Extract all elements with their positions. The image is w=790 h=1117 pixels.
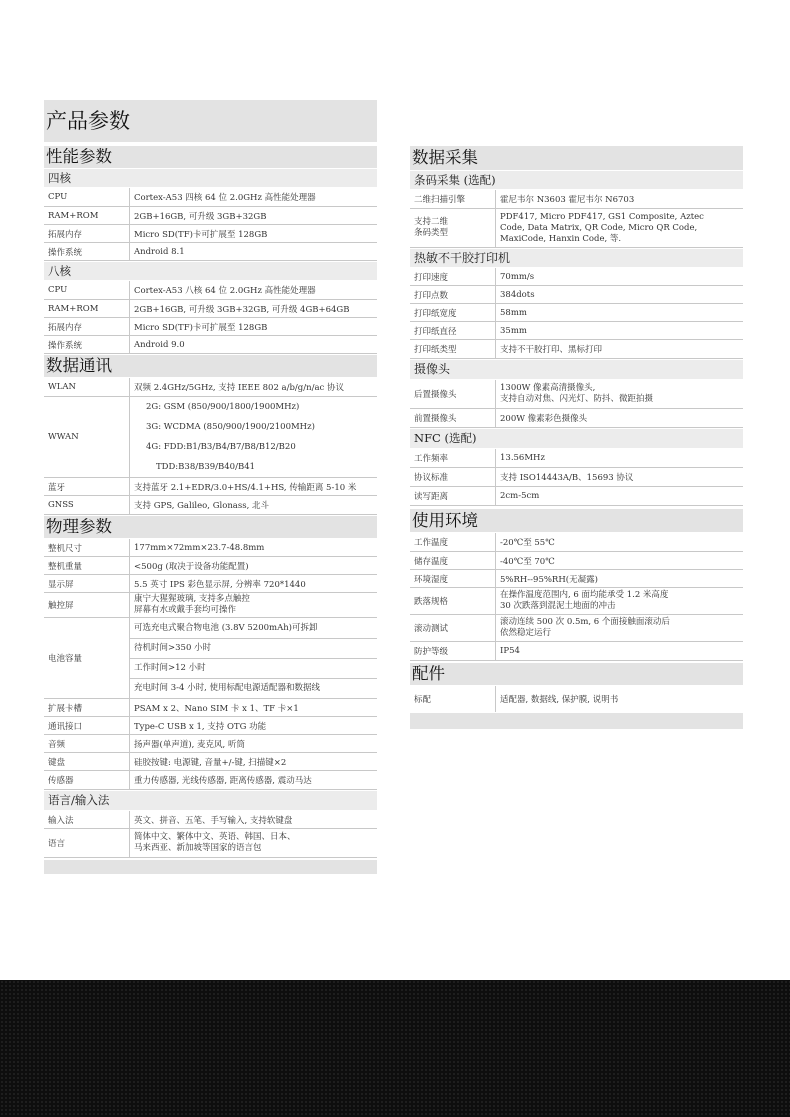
spec-value: 2GB+16GB, 可升级 3GB+32GB, 可升级 4GB+64GB	[134, 304, 350, 315]
spec-value: 英文、拼音、五笔、手写输入, 支持软键盘	[134, 815, 293, 826]
spec-row-quad-os	[44, 243, 377, 261]
spec-row-nfc-protocol	[410, 468, 743, 487]
value-line: 1300W 像素高清摄像头,	[500, 383, 596, 393]
spec-row-quad-cpu	[44, 188, 377, 207]
spec-row-keyboard	[44, 753, 377, 771]
spec-key: 打印点数	[410, 286, 496, 303]
spec-key: 输入法	[44, 811, 130, 828]
spec-key: RAM+ROM	[44, 207, 130, 224]
spec-value	[130, 593, 377, 617]
spec-key: 储存温度	[410, 552, 496, 569]
spec-row-octa-os	[44, 336, 377, 354]
left-column	[44, 146, 377, 874]
spec-row-interface	[44, 717, 377, 735]
spec-key: 打印纸宽度	[410, 304, 496, 321]
spec-row-rear-camera	[410, 380, 743, 409]
spec-key: CPU	[44, 281, 130, 299]
spec-row-weight	[44, 557, 377, 575]
spec-row-sensors	[44, 771, 377, 790]
spec-value: <500g (取决于设备功能配置)	[134, 561, 249, 572]
bottom-decorative-band	[0, 980, 790, 1117]
spec-row-slots	[44, 699, 377, 717]
subsection-quad-core: 四核	[44, 169, 377, 187]
spec-row-size	[44, 539, 377, 557]
spec-value: 支持 ISO14443A/B、15693 协议	[500, 473, 634, 483]
right-footer-bar	[410, 713, 743, 729]
spec-value	[496, 380, 743, 408]
spec-key: 整机尺寸	[44, 539, 130, 556]
spec-key: 拓展内存	[44, 318, 130, 335]
spec-value: 13.56MHz	[500, 453, 545, 463]
spec-key: RAM+ROM	[44, 300, 130, 317]
spec-key: 滚动测试	[410, 615, 496, 641]
spec-row-drop	[410, 588, 743, 615]
spec-value	[496, 209, 743, 247]
spec-value: 384dots	[500, 289, 535, 300]
spec-key: 工作频率	[410, 449, 496, 467]
spec-key: WLAN	[44, 378, 130, 396]
spec-row-paper-width	[410, 304, 743, 322]
spec-key: 蓝牙	[44, 478, 130, 495]
spec-row-bluetooth	[44, 478, 377, 496]
spec-key: 传感器	[44, 771, 130, 789]
spec-key: 音频	[44, 735, 130, 752]
spec-key: 打印纸类型	[410, 340, 496, 358]
spec-row-input-method	[44, 811, 377, 829]
section-environment: 使用环境	[410, 509, 743, 532]
subsection-camera: 摄像头	[410, 360, 743, 379]
subsection-thermal-printer: 热敏不干胶打印机	[410, 249, 743, 267]
value-line: 康宁大猩猩玻璃, 支持多点触控	[134, 594, 250, 604]
spec-row-wwan	[44, 397, 377, 478]
spec-value: Android 9.0	[134, 339, 185, 350]
spec-key: 二维扫描引擎	[410, 190, 496, 208]
spec-row-barcode-types	[410, 209, 743, 248]
wwan-4g-fdd: 4G: FDD:B1/B3/B4/B7/B8/B12/B20	[146, 441, 296, 452]
spec-key: 协议标准	[410, 468, 496, 486]
page-title: 产品参数	[44, 100, 377, 142]
spec-row-octa-ram	[44, 300, 377, 318]
spec-value: IP54	[500, 646, 520, 656]
spec-value: 200W 像素彩色摄像头	[500, 414, 588, 424]
spec-row-nfc-frequency	[410, 449, 743, 468]
spec-row-front-camera	[410, 409, 743, 428]
spec-row-print-speed	[410, 268, 743, 286]
spec-key: 触控屏	[44, 593, 130, 617]
spec-key: 语言	[44, 829, 130, 857]
spec-key: 前置摄像头	[410, 409, 496, 427]
spec-row-tumble	[410, 615, 743, 642]
spec-row-storage-temp	[410, 552, 743, 570]
spec-row-octa-cpu	[44, 281, 377, 300]
spec-row-battery	[44, 618, 377, 699]
value-line: Code, Data Matrix, QR Code, Micro QR Code,	[500, 222, 698, 233]
spec-value: -40℃至 70℃	[500, 556, 555, 567]
spec-value: 177mm×72mm×23.7-48.8mm	[134, 542, 265, 553]
section-data-capture: 数据采集	[410, 146, 743, 170]
value-line: 30 次跌落到混泥土地面的冲击	[500, 601, 616, 611]
spec-key: CPU	[44, 188, 130, 206]
spec-row-language	[44, 829, 377, 858]
spec-value	[130, 397, 377, 477]
spec-row-humidity	[410, 570, 743, 588]
left-footer-bar	[44, 860, 377, 874]
value-line: 在操作温度范围内, 6 面均能承受 1.2 米高度	[500, 590, 669, 600]
spec-key: 后置摄像头	[410, 380, 496, 408]
battery-line: 可选充电式聚合物电池 (3.8V 5200mAh)可拆卸	[134, 622, 318, 633]
spec-value	[130, 829, 377, 857]
spec-value: Micro SD(TF)卡可扩展至 128GB	[134, 229, 268, 240]
spec-key: 电池容量	[44, 618, 130, 698]
key-line: 支持二维	[414, 217, 449, 227]
spec-row-touchscreen	[44, 593, 377, 618]
subsection-nfc: NFC (选配)	[410, 429, 743, 448]
value-line: 滚动连续 500 次 0.5m, 6 个面接触面滚动后	[500, 617, 670, 627]
spec-value: 扬声器(单声道), 麦克风, 听筒	[134, 739, 245, 750]
spec-row-wlan	[44, 378, 377, 397]
spec-value: 5%RH--95%RH(无凝露)	[500, 574, 598, 585]
spec-value: 2cm-5cm	[500, 491, 540, 501]
spec-value: 2GB+16GB, 可升级 3GB+32GB	[134, 211, 267, 222]
spec-key: 防护等级	[410, 642, 496, 660]
spec-value: 适配器, 数据线, 保护膜, 说明书	[500, 695, 619, 705]
spec-key: 通讯接口	[44, 717, 130, 734]
battery-line: 工作时间>12 小时	[130, 658, 377, 678]
spec-key: 操作系统	[44, 336, 130, 353]
spec-value: 支持 GPS, Galileo, Glonass, 北斗	[134, 501, 269, 511]
subsection-language-input: 语言/输入法	[44, 791, 377, 810]
spec-key: GNSS	[44, 496, 130, 514]
value-line: MaxiCode, Hanxin Code, 等.	[500, 233, 622, 244]
spec-value: Android 8.1	[134, 246, 185, 257]
spec-key: 环境湿度	[410, 570, 496, 587]
spec-row-scan-engine	[410, 190, 743, 209]
spec-key: 整机重量	[44, 557, 130, 574]
subsection-octa-core: 八核	[44, 262, 377, 280]
spec-key: 工作温度	[410, 533, 496, 551]
spec-row-gnss	[44, 496, 377, 515]
spec-key: 操作系统	[44, 243, 130, 260]
spec-value: 双频 2.4GHz/5GHz, 支持 IEEE 802 a/b/g/n/ac 协议	[134, 383, 344, 393]
value-line: PDF417, Micro PDF417, GS1 Composite, Aztec	[500, 211, 704, 222]
section-accessories: 配件	[410, 663, 743, 685]
section-data-communication: 数据通讯	[44, 355, 377, 377]
spec-value: Cortex-A53 四核 64 位 2.0GHz 高性能处理器	[134, 193, 316, 203]
spec-key: 扩展卡槽	[44, 699, 130, 716]
spec-row-paper-diameter	[410, 322, 743, 340]
spec-row-nfc-distance	[410, 487, 743, 506]
right-column	[410, 146, 743, 729]
spec-row-quad-ram	[44, 207, 377, 225]
spec-value: Cortex-A53 八核 64 位 2.0GHz 高性能处理器	[134, 286, 316, 296]
spec-value: -20℃至 55℃	[500, 538, 555, 548]
battery-line: 待机时间>350 小时	[130, 638, 377, 658]
spec-key: WWAN	[44, 397, 130, 477]
section-physical: 物理参数	[44, 516, 377, 538]
value-line: 依然稳定运行	[500, 628, 552, 638]
spec-row-display	[44, 575, 377, 593]
spec-row-paper-type	[410, 340, 743, 359]
spec-row-quad-storage	[44, 225, 377, 243]
section-performance: 性能参数	[44, 146, 377, 168]
spec-row-ip-rating	[410, 642, 743, 661]
subsection-barcode: 条码采集 (选配)	[410, 171, 743, 189]
spec-value: 霍尼韦尔 N3603 霍尼韦尔 N6703	[500, 195, 635, 205]
spec-value: 重力传感器, 光线传感器, 距离传感器, 震动马达	[134, 776, 312, 786]
spec-value: 58mm	[500, 307, 527, 318]
spec-value: 70mm/s	[500, 271, 535, 282]
battery-line: 充电时间 3-4 小时, 使用标配电源适配器和数据线	[130, 678, 377, 698]
spec-value: PSAM x 2、Nano SIM 卡 x 1、TF 卡×1	[134, 703, 299, 714]
spec-key: 打印速度	[410, 268, 496, 285]
spec-key	[410, 209, 496, 247]
spec-key: 标配	[410, 686, 496, 712]
spec-key: 读写距离	[410, 487, 496, 505]
wwan-4g-tdd: TDD:B38/B39/B40/B41	[156, 461, 256, 472]
spec-row-octa-storage	[44, 318, 377, 336]
spec-value: 支持不干胶打印、黑标打印	[500, 345, 603, 355]
spec-row-work-temp	[410, 533, 743, 552]
spec-value: 35mm	[500, 325, 527, 336]
wwan-2g: 2G: GSM (850/900/1800/1900MHz)	[146, 401, 300, 412]
spec-value	[130, 618, 377, 698]
spec-value	[496, 588, 743, 614]
spec-value: 5.5 英寸 IPS 彩色显示屏, 分辨率 720*1440	[134, 579, 306, 590]
spec-key: 键盘	[44, 753, 130, 770]
spec-key: 打印纸直径	[410, 322, 496, 339]
spec-key: 显示屏	[44, 575, 130, 592]
spec-value	[496, 615, 743, 641]
value-line: 支持自动对焦、闪光灯、防抖、微距拍摄	[500, 394, 654, 404]
spec-value: Micro SD(TF)卡可扩展至 128GB	[134, 322, 268, 333]
spec-row-standard-accessories	[410, 686, 743, 712]
spec-value: 硅胶按键: 电源键, 音量+/-键, 扫描键×2	[134, 757, 287, 768]
spec-value: 支持蓝牙 2.1+EDR/3.0+HS/4.1+HS, 传输距离 5-10 米	[134, 482, 357, 493]
value-line: 马来西亚、新加坡等国家的语言包	[134, 843, 262, 853]
spec-row-audio	[44, 735, 377, 753]
spec-key: 跌落规格	[410, 588, 496, 614]
spec-row-print-dots	[410, 286, 743, 304]
value-line: 屏幕有水或戴手套均可操作	[134, 605, 237, 615]
value-line: 简体中文、繁体中文、英语、韩国、日本、	[134, 832, 296, 842]
spec-key: 拓展内存	[44, 225, 130, 242]
spec-value: Type-C USB x 1, 支持 OTG 功能	[134, 721, 267, 732]
wwan-3g: 3G: WCDMA (850/900/1900/2100MHz)	[146, 421, 315, 432]
key-line: 条码类型	[414, 228, 449, 238]
